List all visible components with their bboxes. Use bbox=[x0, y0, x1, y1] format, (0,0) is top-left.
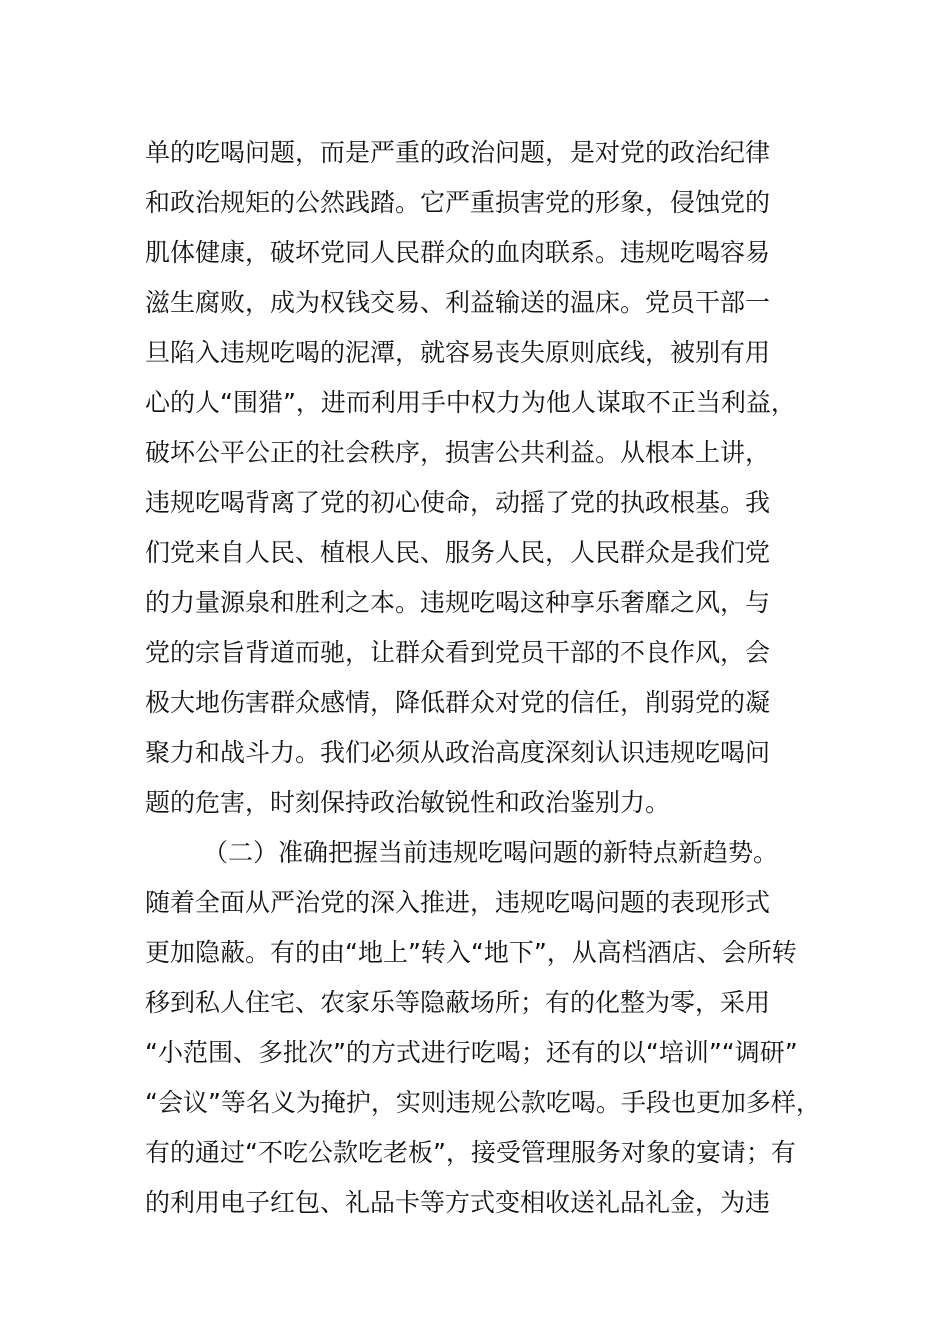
text-line: “会议”等名义为掩护，实则违规公款吃喝。手段也更加多样， bbox=[145, 1088, 821, 1117]
text-line: 有的通过“不吃公款吃老板”，接受管理服务对象的宴请；有 bbox=[145, 1138, 796, 1167]
body-text bbox=[145, 128, 845, 1228]
text-line: 们党来自人民、植根人民、服务人民，人民群众是我们党 bbox=[145, 538, 771, 567]
text-line: 的利用电子红包、礼品卡等方式变相收送礼品礼金，为违 bbox=[145, 1188, 771, 1217]
text-line: 极大地伤害群众感情，降低群众对党的信任，削弱党的凝 bbox=[145, 688, 771, 717]
text-line: 单的吃喝问题，而是严重的政治问题，是对党的政治纪律 bbox=[145, 138, 771, 167]
text-line: 心的人“围猎”，进而利用手中权力为他人谋取不正当利益， bbox=[145, 388, 796, 417]
section-heading: （二）准确把握当前违规吃喝问题的新特点新趋势。 bbox=[203, 838, 779, 867]
text-line: 滋生腐败，成为权钱交易、利益输送的温床。党员干部一 bbox=[145, 288, 771, 317]
text-line: 破坏公平公正的社会秩序，损害公共利益。从根本上讲， bbox=[145, 438, 771, 467]
text-line: 违规吃喝背离了党的初心使命，动摇了党的执政根基。我 bbox=[145, 488, 771, 517]
text-line: 随着全面从严治党的深入推进，违规吃喝问题的表现形式 bbox=[145, 888, 771, 917]
text-line: 的力量源泉和胜利之本。违规吃喝这种享乐奢靡之风，与 bbox=[145, 588, 771, 617]
text-line: 聚力和战斗力。我们必须从政治高度深刻认识违规吃喝问 bbox=[145, 738, 771, 767]
text-line: 题的危害，时刻保持政治敏锐性和政治鉴别力。 bbox=[145, 788, 671, 817]
text-line: 党的宗旨背道而驰，让群众看到党员干部的不良作风，会 bbox=[145, 638, 771, 667]
text-line: 更加隐蔽。有的由“地上”转入“地下”，从高档酒店、会所转 bbox=[145, 938, 797, 967]
text-line: 和政治规矩的公然践踏。它严重损害党的形象，侵蚀党的 bbox=[145, 188, 771, 217]
text-line: 旦陷入违规吃喝的泥潭，就容易丧失原则底线，被别有用 bbox=[145, 338, 771, 367]
text-line: “小范围、多批次”的方式进行吃喝；还有的以“培训”“调研” bbox=[145, 1038, 798, 1067]
text-line: 移到私人住宅、农家乐等隐蔽场所；有的化整为零，采用 bbox=[145, 988, 771, 1017]
text-line: 肌体健康，破坏党同人民群众的血肉联系。违规吃喝容易 bbox=[145, 238, 771, 267]
